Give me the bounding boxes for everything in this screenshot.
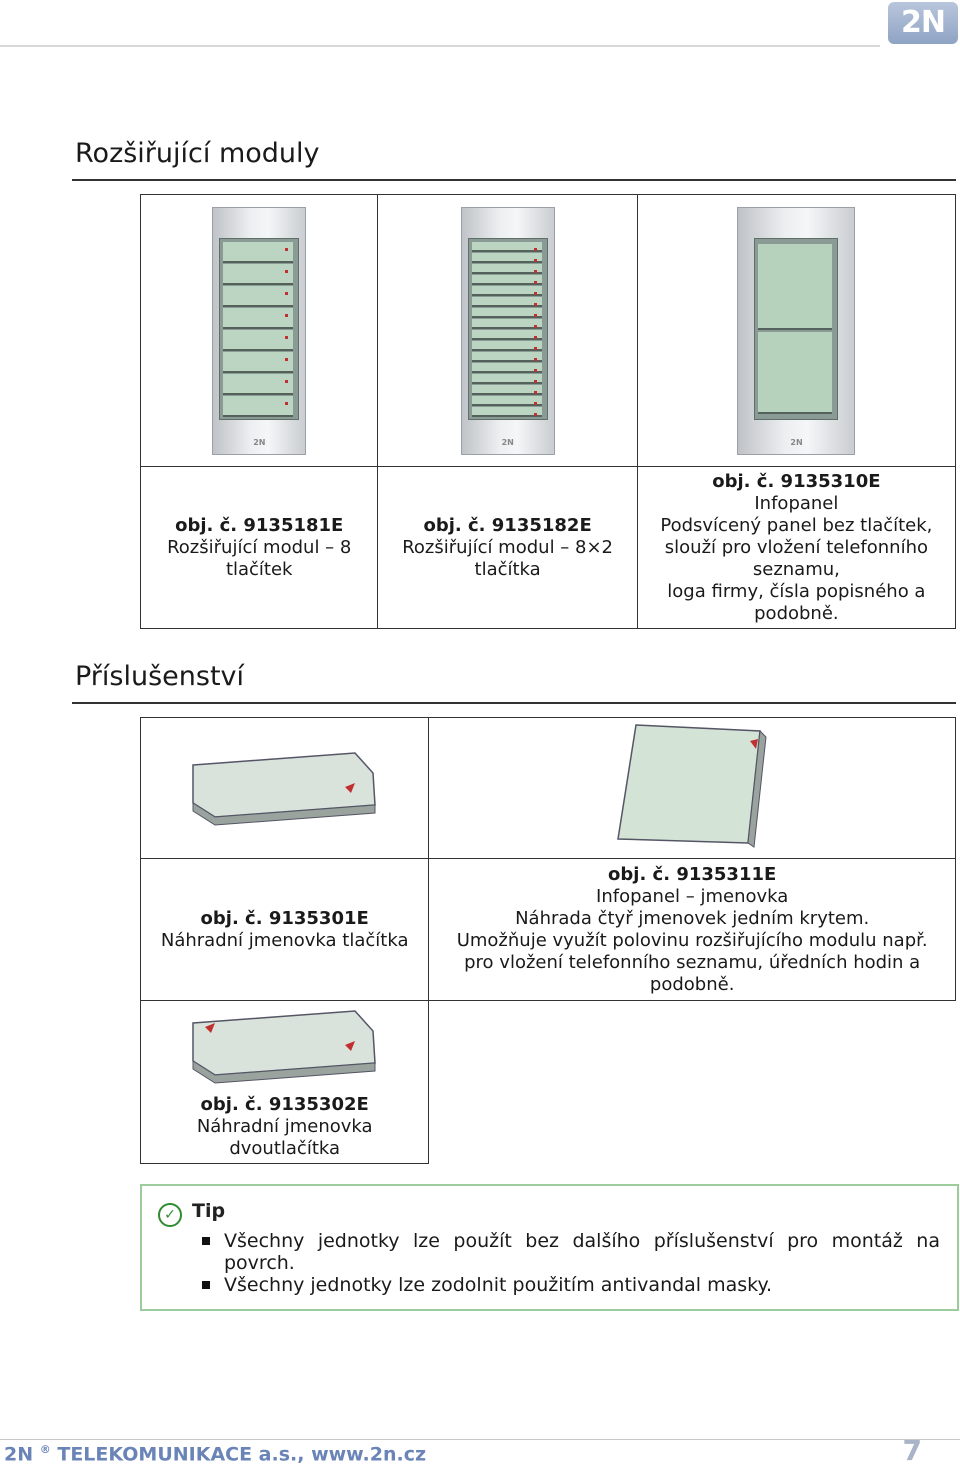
description-line: podobně. [649, 973, 735, 995]
tip-text: Všechny jednotky lze použít bez dalšího příslušenství pro montáž na povrch. [224, 1230, 940, 1274]
section-title-accessories: Příslušenství [75, 661, 245, 692]
order-code: obj. č. 9135311E [608, 863, 777, 885]
tip-text: Všechny jednotky lze zodolnit použitím antivandal masky. [224, 1274, 773, 1296]
indicator-dot [285, 292, 288, 295]
module-button-strip [223, 308, 293, 329]
empty-cell [429, 1001, 956, 1092]
module-description [637, 467, 955, 629]
description-line: Náhrada čtyř jmenovek jedním krytem. [515, 907, 870, 929]
accessory-description [141, 859, 429, 1001]
description-line: Rozšiřující modul – 8 [167, 536, 352, 558]
infopanel-image [737, 207, 855, 455]
description-line: dvoutlačítka [229, 1137, 341, 1159]
indicator-dot [285, 270, 288, 273]
module-button-strip [472, 374, 542, 384]
module-button-strip [472, 319, 542, 329]
tip-label: Tip [192, 1200, 226, 1222]
accessory-image-cell [429, 718, 956, 859]
description-line: loga firmy, čísla popisného a [667, 580, 926, 602]
nameplate-single-image [185, 743, 385, 827]
indicator-dot [285, 380, 288, 383]
module-button-strip [223, 286, 293, 307]
module-button-strip [472, 264, 542, 274]
description-line: Náhradní jmenovka [196, 1115, 373, 1137]
panel-brand: 2N [790, 437, 803, 447]
indicator-dot [534, 391, 537, 394]
tip-list [224, 1230, 940, 1296]
order-code: obj. č. 9135302E [200, 1093, 369, 1115]
indicator-dot [534, 314, 537, 317]
indicator-dot [534, 303, 537, 306]
order-code: obj. č. 9135301E [200, 907, 369, 929]
module-button-strip [472, 330, 542, 340]
module-button-strip [472, 385, 542, 395]
module-button-strip [472, 407, 542, 417]
header-rule [0, 45, 880, 47]
panel-brand: 2N [501, 437, 514, 447]
indicator-dot [534, 380, 537, 383]
module-image-cell [141, 195, 378, 467]
description-line: Umožňuje využít polovinu rozšiřujícího modulu např. [456, 929, 928, 951]
section-title-modules: Rozšiřující moduly [75, 138, 320, 169]
module-8-panel-image [212, 207, 306, 455]
footer-rest: TELEKOMUNIKACE a.s., www.2n.cz [50, 1443, 427, 1466]
list-item [224, 1274, 940, 1296]
section-rule [72, 179, 956, 181]
description-line: Infopanel – jmenovka [596, 885, 789, 907]
description-line: seznamu, [752, 558, 840, 580]
indicator-dot [285, 358, 288, 361]
description-line: Rozšiřující modul – 8×2 [402, 536, 613, 558]
accessory-image-cell [141, 718, 429, 859]
accessory-description [429, 859, 956, 1001]
order-code: obj. č. 9135182E [423, 514, 592, 536]
infopanel-nameplate-image [612, 721, 772, 849]
check-circle-icon: ✓ [158, 1203, 182, 1227]
description-line: podobně. [754, 602, 839, 624]
indicator-dot [534, 336, 537, 339]
order-code: obj. č. 9135310E [712, 470, 881, 492]
list-item [224, 1230, 940, 1274]
brand-logo: 2N [888, 2, 958, 44]
description-line: pro vložení telefonního seznamu, úředních hodin a [464, 951, 921, 973]
description-line: tlačítka [474, 558, 541, 580]
indicator-dot [534, 292, 537, 295]
order-code: obj. č. 9135181E [175, 514, 344, 536]
module-button-strip [472, 242, 542, 252]
accessory-description [141, 1091, 429, 1163]
module-button-strip [472, 297, 542, 307]
footer-rule [0, 1439, 960, 1440]
module-button-strip [472, 396, 542, 406]
indicator-dot [534, 347, 537, 350]
description-line: tlačítek [225, 558, 293, 580]
accessories-table [140, 717, 956, 1164]
modules-table [140, 194, 956, 629]
indicator-dot [534, 259, 537, 262]
accessory-image-cell [141, 1001, 429, 1092]
module-description [378, 467, 637, 629]
section-rule [72, 702, 956, 704]
indicator-dot [534, 358, 537, 361]
module-description [141, 467, 378, 629]
description-line: Infopanel [754, 492, 839, 514]
module-image-cell [637, 195, 955, 467]
module-button-strip [223, 374, 293, 395]
indicator-dot [285, 402, 288, 405]
description-line: Podsvícený panel bez tlačítek, [660, 514, 933, 536]
indicator-dot [534, 248, 537, 251]
module-button-strip [472, 363, 542, 373]
panel-brand: 2N [253, 437, 266, 447]
module-button-strip [472, 352, 542, 362]
indicator-dot [534, 413, 537, 416]
page-number: 7 [902, 1434, 922, 1467]
module-8x2-panel-image [461, 207, 555, 455]
tip-box [140, 1184, 959, 1311]
indicator-dot [534, 402, 537, 405]
empty-cell [429, 1091, 956, 1163]
indicator-dot [534, 325, 537, 328]
indicator-dot [534, 369, 537, 372]
module-button-strip [223, 242, 293, 263]
bullet-icon [202, 1281, 210, 1289]
module-button-strip [223, 264, 293, 285]
nameplate-double-image [185, 1001, 385, 1085]
footer-company [4, 1443, 426, 1465]
indicator-dot [534, 281, 537, 284]
module-button-strip [223, 352, 293, 373]
indicator-dot [285, 336, 288, 339]
description-line: Náhradní jmenovka tlačítka [160, 929, 409, 951]
module-button-strip [472, 286, 542, 296]
module-button-strip [223, 330, 293, 351]
module-image-cell [378, 195, 637, 467]
registered-mark: ® [39, 1443, 51, 1456]
module-button-strip [223, 396, 293, 417]
module-button-strip [472, 341, 542, 351]
module-button-strip [472, 253, 542, 263]
bullet-icon [202, 1237, 210, 1245]
indicator-dot [534, 270, 537, 273]
description-line: slouží pro vložení telefonního [664, 536, 929, 558]
module-button-strip [472, 275, 542, 285]
module-button-strip [472, 308, 542, 318]
footer-prefix: 2N [4, 1443, 34, 1466]
indicator-dot [285, 314, 288, 317]
indicator-dot [285, 248, 288, 251]
